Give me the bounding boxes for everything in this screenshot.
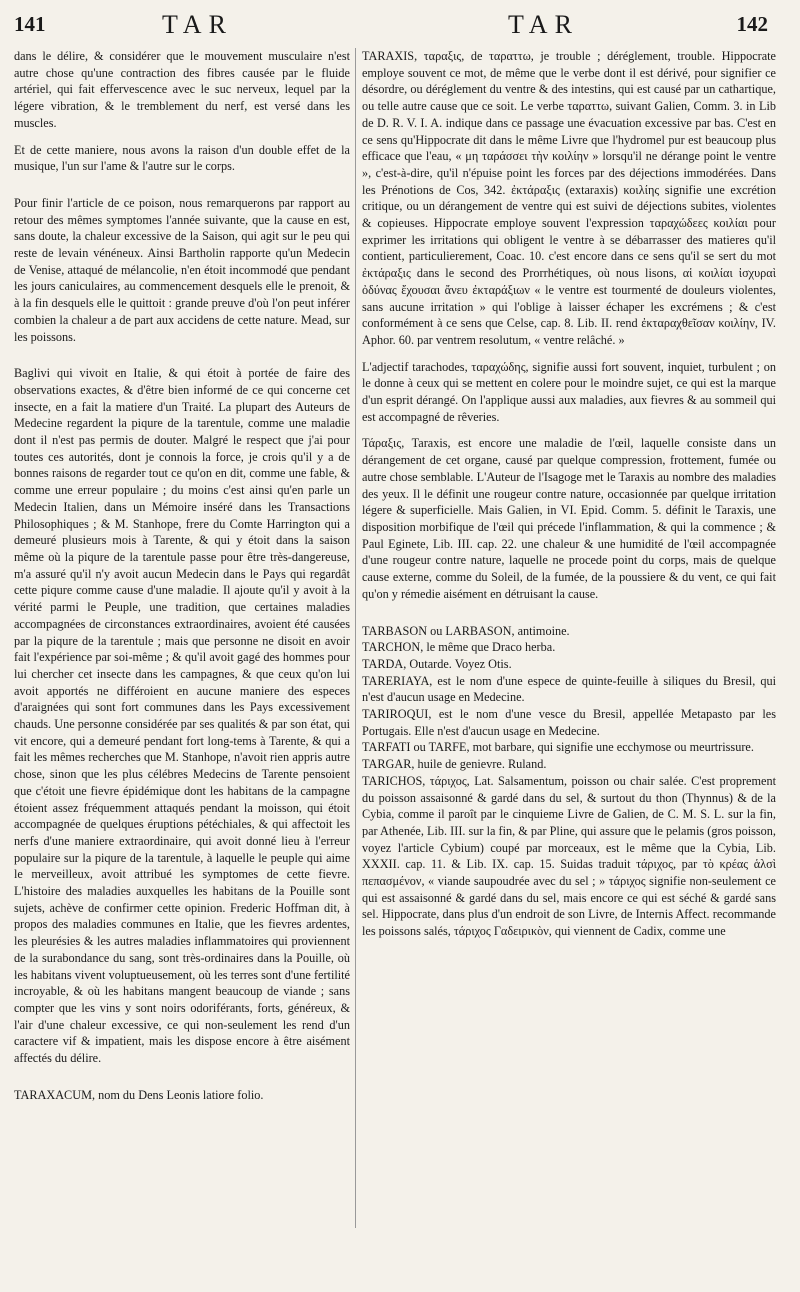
left-column: [14, 48, 350, 1103]
entry-tarichos: TARICHOS, τάριχος, Lat. Salsamentum, poisson ou chair salée. C'est proprement du poisson assaisonné & gardé dans du sel, & surtout du thon (Thynnus) & de la Cybia, comme il paroît par le cinquieme Livre de Galien, de C. M. S. L. sur la fin, par Athenée, Lib. III. sur la fin, & par Pline, qui assure que le pelamis (gros poisson, voyez l'article Cybium) coupé par morceaux, est le même que la Cybia, Lib. XXXII. cap. 11. & Lib. IX. cap. 15. Suidas traduit τάριχος, par τὸ κρέας ἁλσὶ πεπασμένον, « viande saupoudrée avec du sel ; » τάριχος signifie non-seulement ce qui est assaisonné & gardé dans du sel, mais encore ce qui est séché & gardé sans sel. Hippocrate, dans plus d'un endroit de son Livre, de Internis Affect. recommande les poissons salés, τάριχος Γαδειρικὸν, qui viennent de Cadix, comme une: [362, 773, 776, 939]
entry-tarbason: TARBASON ou LARBASON, antimoine.: [362, 623, 570, 638]
paragraph: Τάραξις, Taraxis, est encore une maladie de l'œil, laquelle consiste dans un dérangement de cet organe, causé par quelque compression, frottement, fumée ou autre chose semblable. L'Auteur de l'Isagoge met le Taraxis au nombre des maladies des yeux. Il le définit une rougeur contre nature, occasionnée par quelque irritation légere & superficielle. Mais Galien, in VI. Epid. Comm. 5. définit le Taraxis, une disposition morbifique de l'œil qui précede l'inflammation, & qui la commence ; & Paul Eginete, Lib. III. cap. 22. une chaleur & une humidité de l'œil accompagnée d'une rougeur contre nature, laquelle ne procede point du corps, mais de quelque cause externe, comme du Soleil, de la fumée, de la poussiere & du vent, ce qui fait qu'on y rémedie aisément en détruisant la cause.: [362, 436, 776, 601]
paragraph: Et de cette maniere, nous avons la raison d'un double effet de la musique, l'un sur l'ame & l'autre sur le corps.: [14, 142, 350, 174]
entry-tarfati: TARFATI ou TARFE, mot barbare, qui signifie une ecchymose ou meurtrissure.: [362, 740, 754, 755]
right-page-number: 142: [736, 12, 768, 36]
right-running-head: TAR: [508, 10, 579, 39]
entry-tariroqui: TARIROQUI, est le nom d'une vesce du Bresil, appellée Metapasto par les Portugais. Elle n'est d'aucun usage en Medecine.: [362, 707, 776, 738]
paragraph: Baglivi qui vivoit en Italie, & qui étoit à portée de faire des observations exactes, & d'être bien informé de ce qui concerne cet insecte, en a fait la matiere d'un Traité. La plupart des Auteurs de Medecine regardent la piqure de la tarentule, comme une maladie dont il n'est pas permis de douter. Malgré le respect que j'ai pour toutes ces autorités, dont je connois la force, je crois qu'il y a de bonnes raisons de regarder tout ce qu'on en dit, comme une fable, & comme une erreur populaire ; du moins c'est ainsi qu'en parle un Medecin Italien, dans un Mémoire inséré dans les Transactions Philosophiques ; & M. Stanhope, frere du Comte Harrington qui a demeuré plusieurs mois à Tarente, & qui y étoit dans la saison même où la piqure de la tarentule passe pour être très-dangereuse, m'a assuré qu'il n'y avoit aucun Medecin dans le Pays qui regardât cette piqure comme cause d'une maladie. Il ajoute qu'il y avoit à la vérité parmi le Peuple, une tradition, que certaines maladies accompagnées de circonstances extraordinaires, avoient été causées par la piqure de la tarentule ; mais que personne ne disoit en avoir fait l'expérience par soi-même ; & qu'il avoit gagé des hommes pour lui chercher cet insecte dans les campagnes, & que ceux qu'on lui avoit apportés ne différoient en aucune maniere des especes d'araignées qui sont fort communes dans les Pays excessivement chauds. Une personne considérée par ses qualités & par son état, qui vit encore, qui a demeuré pendant fort long-tems à Tarente, & qui a fait les mêmes recherches que M. Stanhope, n'avoit rien appris autre chose, sinon que les plus célébres Medecins de Tarente pensoient que c'étoit une fievre épidémique dont les habitans de la campagne étoient assez fréquemment attaqués pendant la moisson, qui étoit accompagnée de quelques éruptions pétéchiales, & qui affectoit les nerfs d'une maniere extraordinaire, qui avoit donné lieu à l'erreur populaire sur la piqure de la tarentule, à laquelle le peuple qui aime le merveilleux, avoit attribué les symptomes de cette fievre. L'histoire des maladies auxquelles les habitans de la Pouille sont sujets, achève de confirmer cette opinion. Frederic Hoffman dit, à propos des maladies communes en Italie, que les fievres ardentes, les pleurésies & les autres maladies inflammatoires qui proviennent de la surabondance du sang, sont très-ordinaires dans la Pouille, où les habitans vivent voluptueusement, où les terres sont d'une fertilité incroyable, & où les habitans mangent beaucoup de viande ; sans compter que les vins y sont noirs odoriférants, forts, généreux, & l'air d'une chaleur excessive, ce qui non-seulement les rend d'un caractere vif & impatient, mais les dispose encore à être aisément affectés du délire.: [14, 366, 350, 1066]
paragraph: Pour finir l'article de ce poison, nous remarquerons par rapport au retour des mêmes symptomes l'année suivante, que la cause en est, sans doute, la chaleur excessive de la Saison, qui agit sur le peu qui reste de levain vénéneux. Ainsi Bartholin rapporte qu'un Medecin de Venise, attaqué de mélancolie, n'en étoit incommodé que pendant les jours caniculaires, au commencement desquels elle le prenoit, & à la fin desquels elle le quittoit : grande preuve d'où l'on peut inférer combien la chaleur a de part aux accidens de cette nature. Mead, sur les poissons.: [14, 195, 350, 344]
paragraph: dans le délire, & considérer que le mouvement musculaire n'est autre chose qu'une contraction des fibres causée par le fluide artériel, qui fait effervescence avec le suc nerveux, lequel par la légere vibration, & le tremblement du nerf, est versé dans les muscles.: [14, 49, 350, 130]
entry-tarda: TARDA, Outarde. Voyez Otis.: [362, 656, 512, 671]
entry-tarchon: TARCHON, le même que Draco herba.: [362, 640, 556, 655]
entry-tareriaya: TARERIAYA, est le nom d'une espece de quinte-feuille à siliques du Bresil, qui n'est d'aucun usage en Medecine.: [362, 673, 776, 705]
left-page-number: 141: [14, 12, 46, 36]
entry-taraxis: TARAXIS, ταραξις, de ταραττω, je trouble ; déréglement, trouble. Hippocrate employe souvent ce mot, de même que le verbe dont il est dérivé, pour signifier ce désordre, ou déréglement du ventre & des intestins, qui est causé par un cathartique, ou telle autre cause que ce soit. Le verbe ταραττω, suivant Galien, Comm. 3. in Lib de D. R. V. I. A. indique dans ce passage une évacuation excessive par bas. C'est en ce sens qu'Hippocrate dit dans le même Livre que l'hydromel pur est beaucoup plus efficace que l'eau, « μη ταράσσει τὴν κοιλίην » lorsqu'il ne dérange point le ventre », c'est-à-dire, qu'il n'épuise point les forces par des déjections immodérées. Dans les Prénotions de Cos, 342. ἐκτάραξις (extaraxis) κοιλίης signifie une excrétion critique, ou un dérangement de ventre qui est suivi de déjections subites, violentes & copieuses. Hippocrate employe souvent l'expression ταραχώδεες κοιλίαι pour exprimer les irritations qui obligent le ventre à se débarrasser des matieres qu'il contient, particulierement, Coac. 10. c'est encore dans ce sens qu'il se sert du mot ἐκτάραξις dans le second des Prorrhétiques, où nous lisons, αἱ κοιλίαι ἰσχυραὶ ὀδύνας ἔχουσαι ἄνευ ἐκταράξιων « le ventre est tourmenté de douleurs violentes, sans aucune irritation » qui l'oblige à laisser échaper les excrémens ; & c'est conformément à ce sens que Celse, cap. 8. Lib. II. rend ἐκταραχθεῖσαν κοιλίην, IV. Aphor. 60. par ventrem resolutum, « ventre relâché. »: [362, 49, 776, 347]
entry-targar: TARGAR, huile de genievre. Ruland.: [362, 757, 547, 772]
page-header: [14, 10, 788, 44]
paragraph: L'adjectif tarachodes, ταραχώδης, signifie aussi fort souvent, inquiet, turbulent ; on le donne à ceux qui se mettent en colere pour le moindre sujet, ce qui est la marque d'un esprit dérangé. On l'applique aussi aux maladies, aux fievres & au sommeil qui est accompagné de rêveries.: [362, 359, 776, 424]
right-column: [362, 48, 776, 940]
entry-taraxacum: TARAXACUM, nom du Dens Leonis latiore folio.: [14, 1087, 264, 1102]
column-divider: [355, 48, 356, 1228]
left-running-head: TAR: [162, 10, 233, 39]
